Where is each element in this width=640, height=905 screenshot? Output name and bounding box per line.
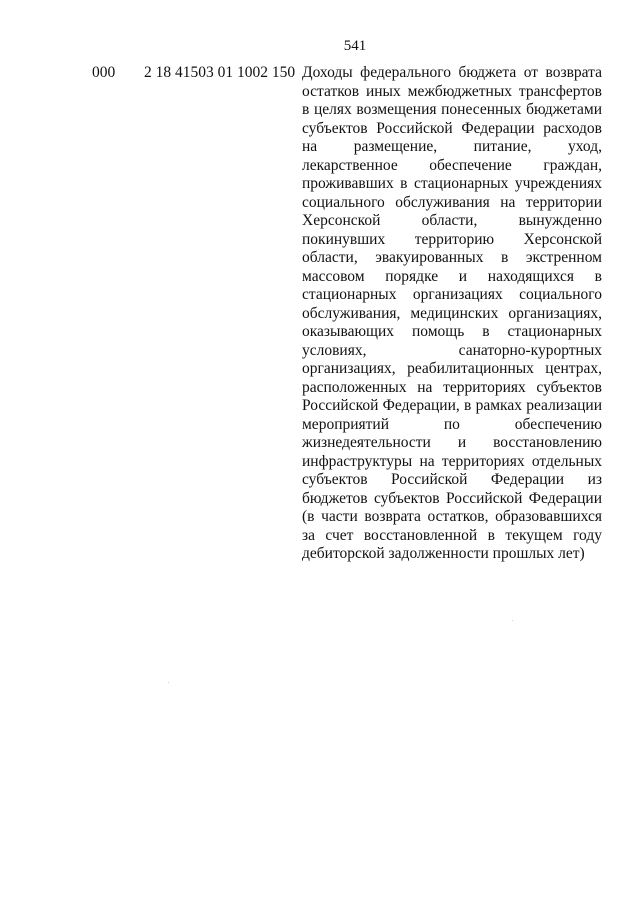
administrator-code: 000 xyxy=(92,64,116,81)
scan-speck xyxy=(168,682,169,683)
page-number: 541 xyxy=(343,38,367,54)
income-description: Доходы федерального бюджета от возврата остатков иных межбюджетных трансфертов в целях возмещения понесенных бюджетами субъектов Российской Федерации расходов на размещение, питание, уход, лекарственное обеспечение граждан, проживавших в стационарных учреждениях социального обслуживания на территории Херсонской области, вынужденно покинувших территорию Херсонской области, эвакуированных в экстренном массовом порядке и находящихся в стационарных организациях социального обслуживания, медицинских организациях, оказывающих помощь в стационарных условиях, санаторно-курортных организациях, реабилитационных центрах, расположенных на территориях субъектов Российской Федерации, в рамках реализации мероприятий по обеспечению жизнедеятельности и восстановлению инфраструктуры на территориях отдельных субъектов Российской Федерации из бюджетов субъектов Российской Федерации (в части возврата остатков, образовавшихся за счет восстановленной в текущем году дебиторской задолженности прошлых лет) xyxy=(302,64,602,562)
budget-classification-code: 2 18 41503 01 1002 150 xyxy=(144,64,296,81)
budget-code-entry xyxy=(0,64,640,562)
scan-speck xyxy=(512,620,513,621)
